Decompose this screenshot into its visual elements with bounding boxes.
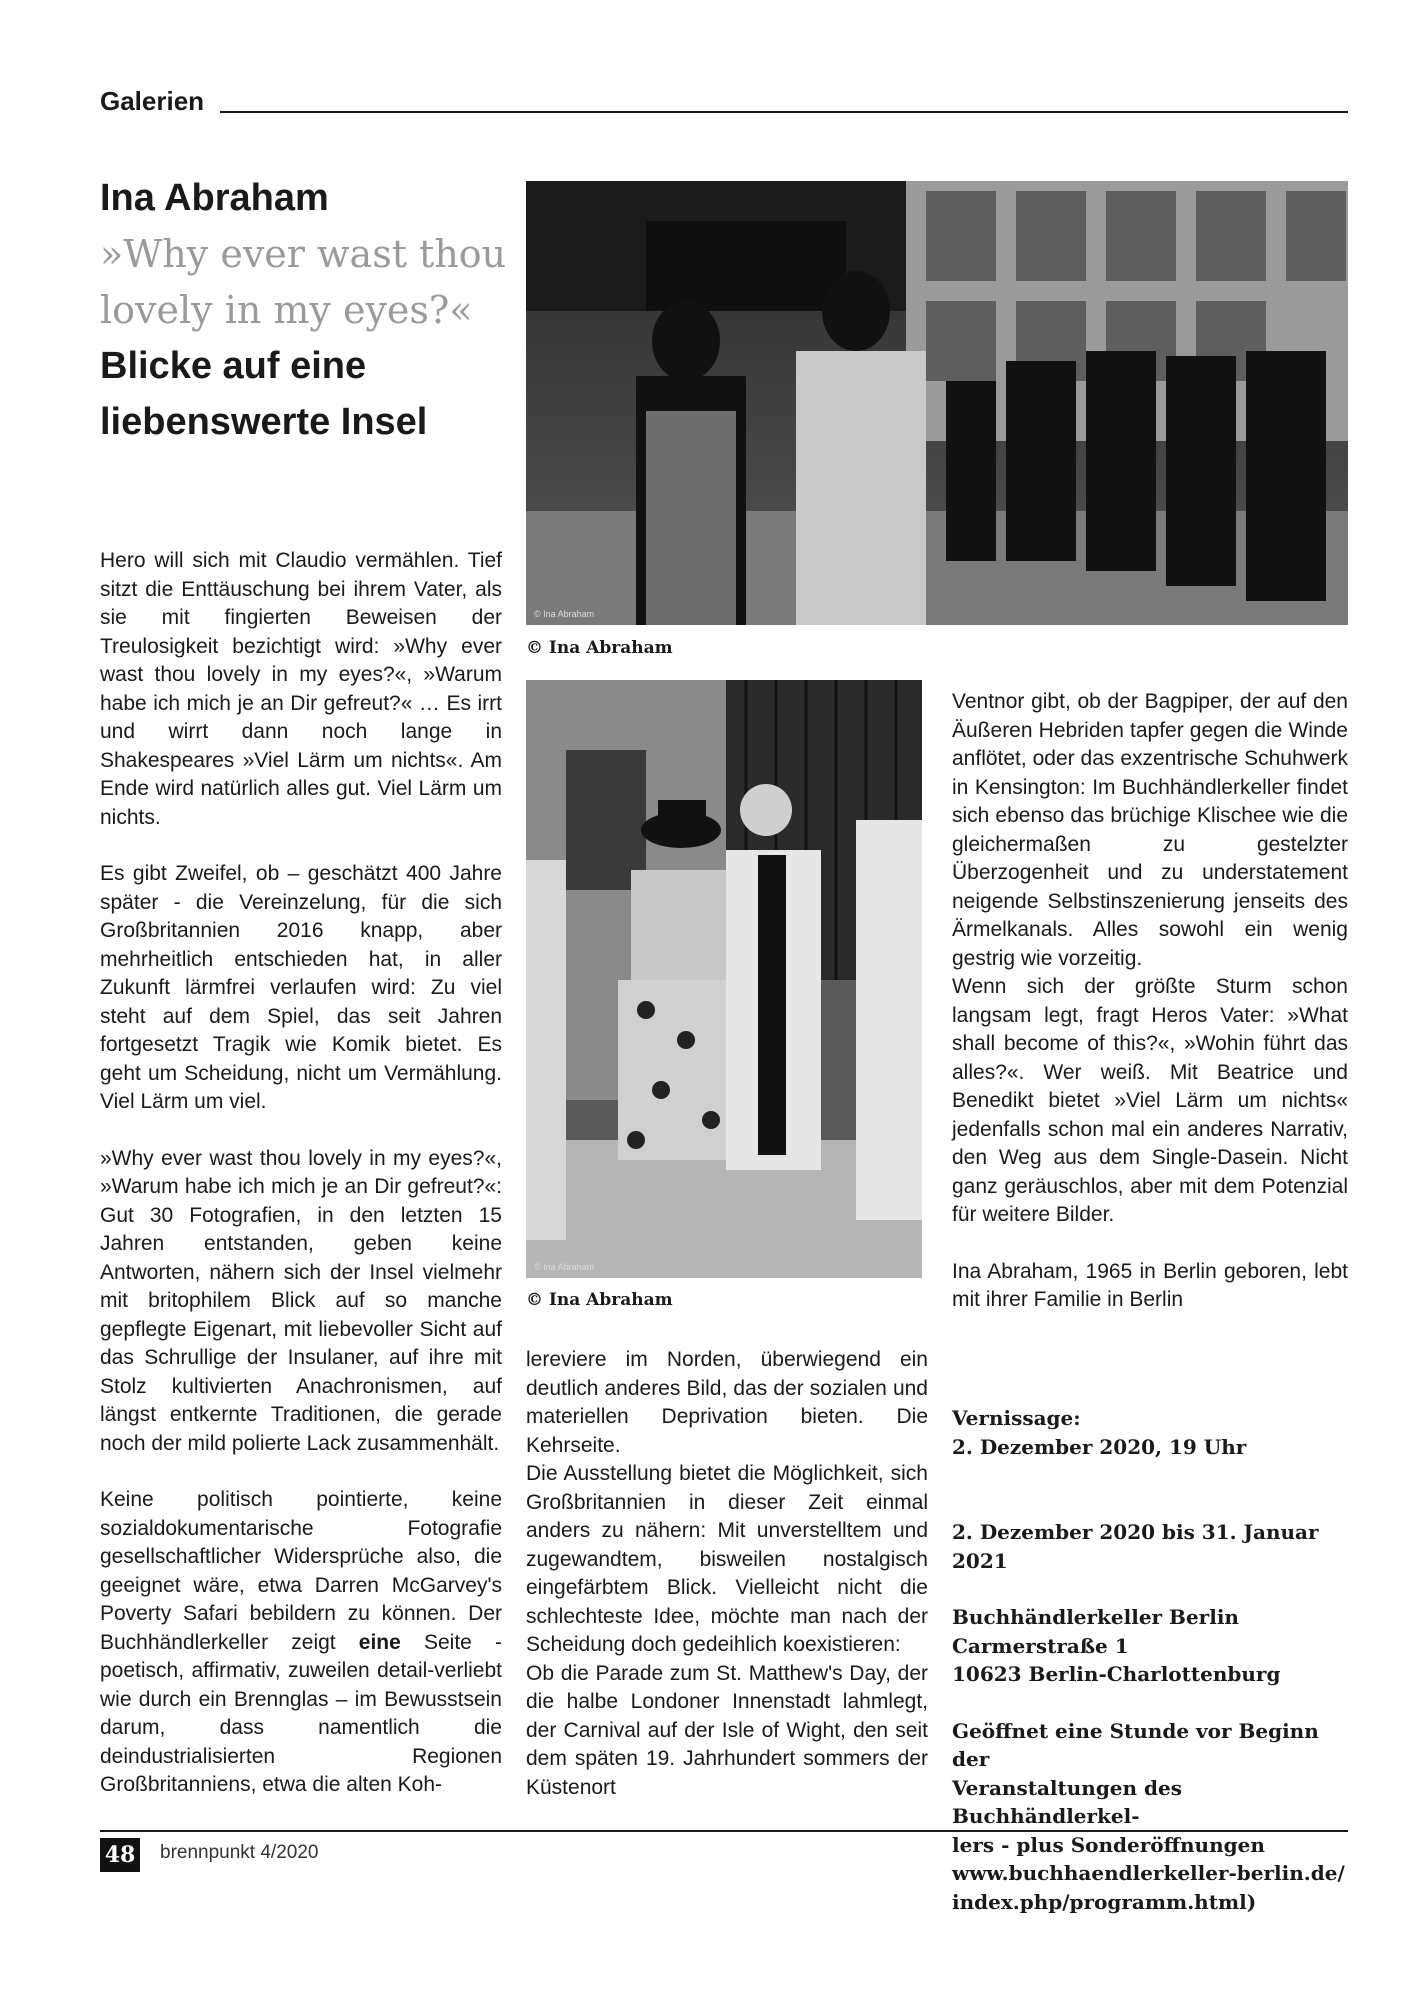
venue-city: 10623 Berlin-Charlottenburg	[952, 1662, 1281, 1686]
paragraph: Hero will sich mit Claudio vermählen. Tief sitzt die Enttäuschung bei ihrem Vater, als sie mit fingierten Beweisen der Treulosigkeit bezichtigt wird: »Why ever wast thou lovely in my eyes?«, »Warum habe ich mich je an Dir gefreut?« … Es irrt und wirrt dann noch lange in Shakespeares »Viel Lärm um nichts«. Am Ende wird natürlich alles gut. Viel Lärm um nichts.	[100, 549, 502, 829]
vernissage-date: 2. Dezember 2020, 19 Uhr	[952, 1434, 1247, 1459]
photo-credit: © Ina Abraham	[526, 1290, 673, 1310]
text-column-2	[526, 1346, 928, 1802]
photo-street-crowd-image	[526, 181, 1348, 625]
section-label: Galerien	[100, 86, 205, 116]
photo-watermark: © Ina Abraham	[534, 609, 595, 619]
title-quote-line-1: »Why ever wast thou	[100, 232, 507, 276]
artist-name: Ina Abraham	[100, 177, 329, 219]
text-column-1	[100, 547, 502, 1828]
photo-street-crowd	[526, 181, 1348, 625]
paragraph: »Why ever wast thou lovely in my eyes?«, »Warum habe ich mich je an Dir gefreut?«: Gut 30 Fotografien, in den letzten 15 Jahren entstanden, geben keine Antworten, nähern sich der Insel vielmehr mit britophilem Blick auf so manche gepflegte Eigenart, mit liebevoller Sicht auf das Schrullige der Insulaner, auf ihre mit Stolz kultivierten Anachronismen, auf längst entkernte Traditionen, die gerade noch der mild polierte Lack zusammenhält.	[100, 1146, 502, 1455]
opening-hours-line: Veranstaltungen des Buchhändlerkel-	[952, 1775, 1182, 1828]
emphasis: eine	[358, 1630, 401, 1654]
paragraph: Es gibt Zweifel, ob – geschätzt 400 Jahre später - die Vereinzelung, für die sich Großbritannien 2016 knapp, aber mehrheitlich entschieden hat, in aller Zukunft lärmfrei verlaufen wird: Zu viel steht auf dem Spiel, das seit Jahren fortgesetzt Tragik wie Komik bietet. Es geht um Scheidung, nicht um Vermählung. Viel Lärm um viel.	[100, 862, 502, 1113]
paragraph: Die Ausstellung bietet die Möglichkeit, sich Großbritannien in dieser Zeit einmal anders zu nähern: Mit unverstelltem und zugewandtem, bisweilen nostalgisch eingefärbtem Blick. Vielleicht nicht die schlechteste Idee, möchte man nach der Scheidung doch gedeihlich koexistieren:	[526, 1462, 928, 1656]
spacer	[952, 1575, 1352, 1603]
text-run: Keine politisch pointierte, keine sozialdokumentarische Fotografie gesellschaftlicher Widersprüche also, die geeignet wäre, etwa Darren McGarvey's Poverty Safari bebildern zu können. Der Buchhändlerkeller zeigt	[100, 1488, 502, 1654]
page-number: 48	[100, 1838, 140, 1872]
paragraph: Wenn sich der größte Sturm schon langsam legt, fragt Heros Vater: »What shall become of this?«, »Wohin führt das alles?«. Wer weiß. Mit Beatrice und Benedikt bietet »Viel Lärm um nichts« jedenfalls schon mal ein anderes Narrativ, den Weg aus dem Single-Dasein. Nicht ganz geräuschlos, aber mit dem Potenzial für weitere Bilder.	[952, 975, 1348, 1226]
paragraph	[100, 1486, 502, 1800]
paragraph: Ventnor gibt, ob der Bagpiper, der auf den Äußeren Hebriden tapfer gegen die Winde anflötet, oder das exzentrische Schuhwerk in Kensington: Im Buchhändlerkeller findet sich ebenso das brüchige Klischee wie die gleichermaßen zu gestelzter Überzogenheit und zu understatement neigende Selbstinszenierung jenseits des Ärmelkanals. Alles sowohl ein wenig gestrig wie vorzeitig.	[952, 690, 1348, 970]
photo-watermark: © Ina Abraham	[534, 1262, 595, 1272]
subtitle-line-2: liebenswerte Insel	[100, 401, 428, 443]
title-quote-line-2: lovely in my eyes?«	[100, 288, 473, 332]
text-column-3	[952, 688, 1348, 1343]
subtitle-line-1: Blicke auf eine	[100, 345, 367, 387]
footer-rule	[100, 1830, 1348, 1832]
text-run: Seite - poetisch, affirmativ, zuweilen detail-verliebt wie durch ein Brennglas – im Bewusstsein darum, dass namentlich die deindustrialisierten Regionen Großbritanniens, etwa die alten Koh-	[100, 1630, 502, 1796]
opening-hours-line: lers - plus Sonderöffnungen	[952, 1832, 1265, 1857]
exhibition-period: 2. Dezember 2020 bis 31. Januar 2021	[952, 1520, 1319, 1573]
venue-name: Buchhändlerkeller Berlin	[952, 1605, 1239, 1629]
magazine-issue: brennpunkt 4/2020	[160, 1842, 319, 1863]
opening-hours-line: Geöffnet eine Stunde vor Beginn der	[952, 1718, 1319, 1771]
spacer	[952, 1461, 1352, 1518]
venue-street: Carmerstraße 1	[952, 1633, 1129, 1658]
photo-credit: © Ina Abraham	[526, 638, 673, 658]
website-url[interactable]: index.php/programm.html)	[952, 1889, 1257, 1914]
paragraph: lereviere im Norden, überwiegend ein deutlich anderes Bild, das der sozialen und materiellen Deprivation bieten. Die Kehrseite.	[526, 1348, 928, 1457]
article-title-block	[100, 170, 520, 450]
photo-church-handshake-image	[526, 680, 922, 1278]
spacer	[952, 1689, 1352, 1717]
photo-church-handshake	[526, 680, 922, 1278]
vernissage-label: Vernissage:	[952, 1406, 1081, 1430]
artist-bio: Ina Abraham, 1965 in Berlin geboren, lebt mit ihrer Familie in Berlin	[952, 1259, 1348, 1311]
website-url[interactable]: www.buchhaendlerkeller-berlin.de/	[952, 1861, 1345, 1885]
exhibition-info	[952, 1404, 1352, 1916]
header-rule	[220, 111, 1348, 113]
paragraph: Ob die Parade zum St. Matthew's Day, der die halbe Londoner Innenstadt lahmlegt, der Carnival auf der Isle of Wight, den seit dem späten 19. Jahrhundert sommers der Küstenort	[526, 1661, 928, 1799]
